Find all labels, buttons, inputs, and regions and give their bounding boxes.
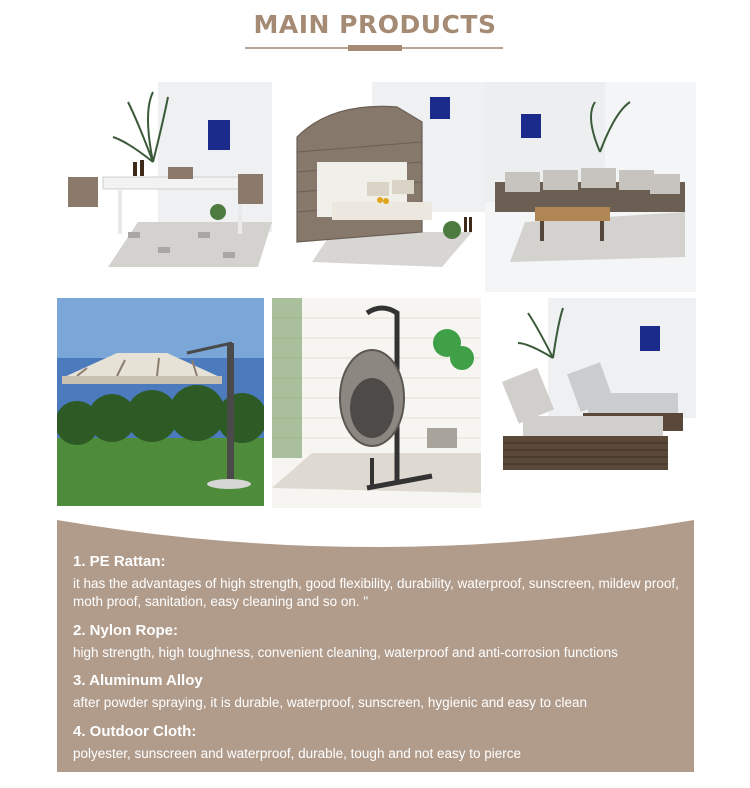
title-accent-bar bbox=[348, 45, 402, 51]
sofa-set-photo bbox=[485, 82, 696, 292]
material-title: 3. Aluminum Alloy bbox=[73, 672, 203, 689]
material-item bbox=[73, 723, 693, 763]
page-title: MAIN PRODUCTS bbox=[253, 10, 497, 39]
dining-set-photo bbox=[58, 82, 272, 288]
umbrella-photo bbox=[57, 298, 264, 506]
material-title: 2. Nylon Rope: bbox=[73, 622, 179, 639]
material-description: polyester, sunscreen and waterproof, durable, tough and not easy to pierce bbox=[73, 746, 522, 761]
daybed-photo bbox=[272, 82, 485, 288]
material-title: 4. Outdoor Cloth: bbox=[73, 723, 197, 740]
material-item bbox=[73, 672, 693, 712]
material-title: 1. PE Rattan: bbox=[73, 553, 166, 570]
hanging-chair-photo bbox=[272, 298, 481, 508]
material-item bbox=[73, 553, 693, 611]
sun-lounger-photo bbox=[488, 298, 696, 506]
material-description: it has the advantages of high strength, good flexibility, durability, waterproof, sunscreen, mildew proof, moth proof, sanitation, easy cleaning and so on. " bbox=[73, 576, 679, 609]
material-description: high strength, high toughness, convenient cleaning, waterproof and anti-corrosion functions bbox=[73, 645, 618, 660]
material-item bbox=[73, 622, 693, 662]
material-description: after powder spraying, it is durable, waterproof, sunscreen, hygienic and easy to clean bbox=[73, 695, 588, 710]
